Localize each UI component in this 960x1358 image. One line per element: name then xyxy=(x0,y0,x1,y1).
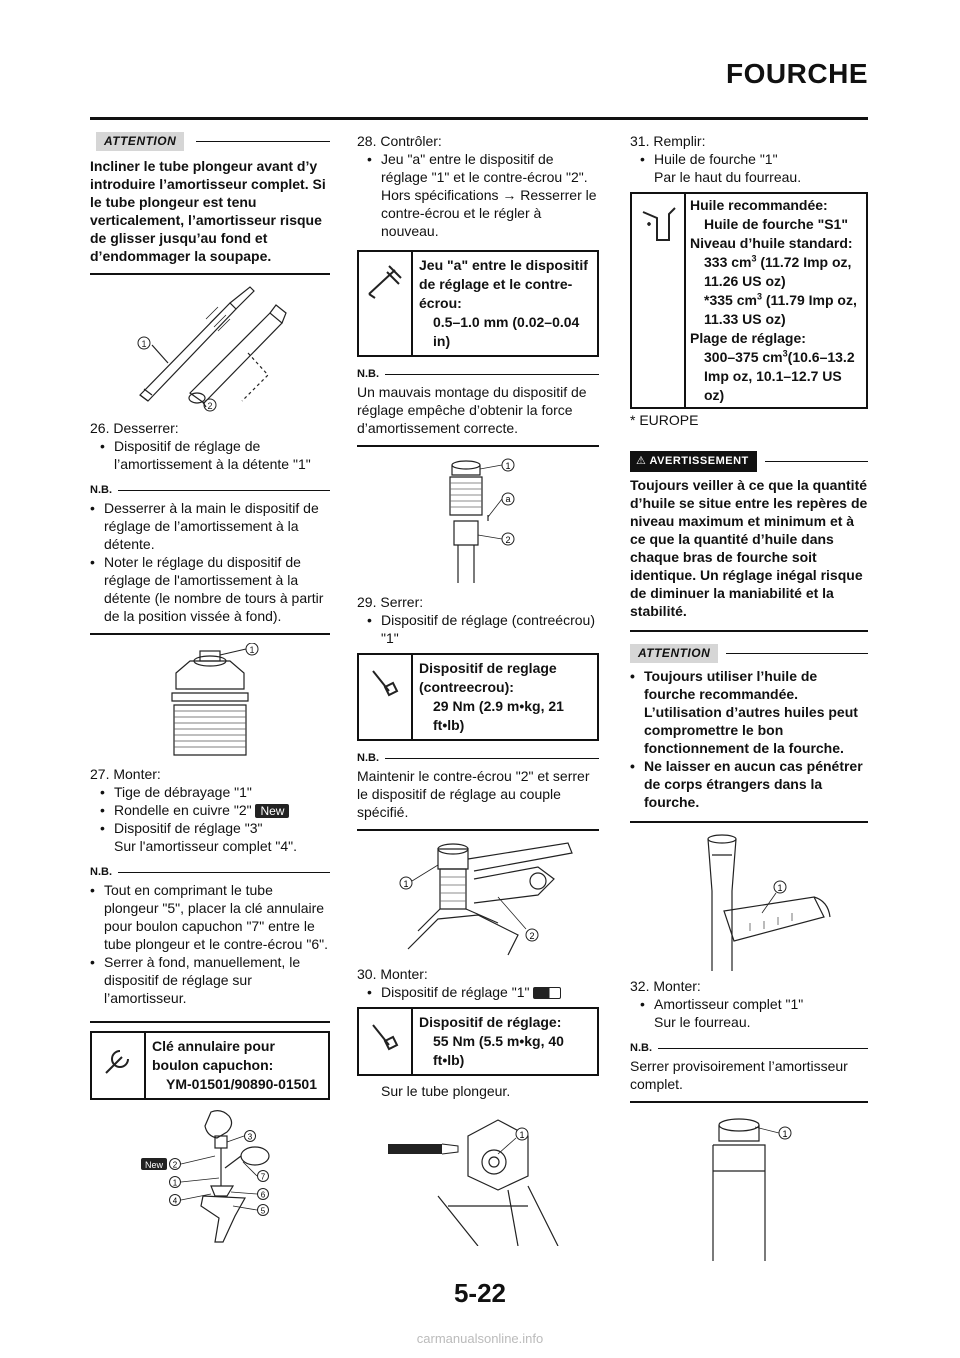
step-32-title: 32. Monter: xyxy=(630,978,701,994)
page-title: FOURCHE xyxy=(726,58,868,89)
spec-value: 0.5–1.0 mm (0.02–0.04 in) xyxy=(433,314,580,349)
svg-text:1: 1 xyxy=(505,461,511,471)
oil-spec-box xyxy=(630,192,868,409)
figure-adjuster-nut xyxy=(150,643,270,759)
svg-text:1: 1 xyxy=(172,1178,178,1188)
step-27-item: • Tige de débrayage "1" xyxy=(90,783,330,801)
tool-number: YM-01501/90890-01501 xyxy=(166,1076,318,1092)
wrench-icon xyxy=(92,1033,146,1098)
oil-range-value: 300–375 $cm^3(10.6-13.2$ Imp oz, 10.1–12.7 US oz) xyxy=(704,348,855,403)
warning-text: Toujours veiller à ce que la quantité d’huile se situe entre les repères de niveau maximum et minimum et à ce que la quantité d’huile dans chaque bras de fourche soit identique. Un réglage inégal risque de diminuer la maniabilité et la stabilité. xyxy=(630,477,868,619)
svg-text:2: 2 xyxy=(529,931,535,941)
nb-heading: N.B. xyxy=(90,481,330,499)
step-29-title: 29. Serrer: xyxy=(357,594,424,610)
step-31-item: • Huile de fourche "1" xyxy=(630,150,868,168)
nb-heading: N.B. xyxy=(90,863,330,881)
attention-text: Incliner le tube plongeur avant d’y introduire l’amortisseur complet. Si le tube plongeur est tenu verticalement, l’amortisseur risque de glisser jusqu’au fond et d’endommager la soupape. xyxy=(90,158,326,264)
oil-level-label: Niveau d’huile standard: xyxy=(690,235,853,251)
nb-item: • Serrer à fond, manuellement, le dispositif de réglage sur l’amortisseur. xyxy=(90,953,330,1007)
step-28-title: 28. Contrôler: xyxy=(357,133,442,149)
tool-box xyxy=(90,1031,330,1100)
svg-text:2: 2 xyxy=(505,535,511,545)
svg-text:1: 1 xyxy=(777,883,783,893)
attention-banner xyxy=(630,644,868,663)
svg-text:6: 6 xyxy=(260,1190,266,1200)
nb-text: Serrer provisoirement l’amortisseur complet. xyxy=(630,1058,848,1092)
step-27-item: • Rondelle en cuivre "2" New xyxy=(90,801,330,819)
step-31-sub: Par le haut du fourreau. xyxy=(654,169,802,185)
svg-text:a: a xyxy=(505,494,511,504)
column-2 xyxy=(357,132,599,1252)
step-29-item: • Dispositif de réglage (contreécrou) "1" xyxy=(357,611,599,647)
step-30-item: • Dispositif de réglage "1" xyxy=(357,983,599,1001)
step-30-sub: Sur le tube plongeur. xyxy=(381,1083,511,1099)
spec-box xyxy=(357,250,599,357)
watermark: carmanualsonline.info xyxy=(416,1331,544,1346)
nb-heading: N.B. xyxy=(357,749,599,767)
oil-level-value: 333 $cm^3$ (11.72 Imp oz, 11.26 US oz) xyxy=(704,253,852,289)
tool-name: Clé annulaire pour boulon capuchon: xyxy=(152,1038,275,1073)
step-28-sub: Hors spécifications → Resserrer le contre-écrou et le régler à nouveau. xyxy=(381,187,597,239)
footnote: * EUROPE xyxy=(630,412,699,428)
arrow-right-icon: → xyxy=(502,187,517,203)
header-rule xyxy=(90,117,868,120)
svg-text:1: 1 xyxy=(782,1129,788,1139)
step-27-sub: Sur l'amortisseur complet "4". xyxy=(114,838,298,854)
svg-text:3: 3 xyxy=(247,1132,253,1142)
nb-item: • Noter le réglage du dispositif de réglage de l'amortissement à la détente (le nombre de tours à partir de la position vissée à fond). xyxy=(90,553,330,625)
torque-box xyxy=(357,653,599,741)
figure-adjuster-gap xyxy=(418,455,538,585)
figure-shock-in-tube xyxy=(679,1111,819,1261)
step-28-item: • Jeu "a" entre le dispositif de réglage "1" et le contre-écrou "2". xyxy=(357,150,599,186)
svg-text:1: 1 xyxy=(519,1130,525,1140)
warning-tag: ⚠ AVERTISSEMENT xyxy=(630,451,757,472)
torque-label: Dispositif de réglage: xyxy=(419,1014,562,1030)
step-27-item: • Dispositif de réglage "3" xyxy=(90,819,330,837)
attention-tag: ATTENTION xyxy=(96,132,184,151)
step-26-item: • Dispositif de réglage de l’amortissement à la détente "1" xyxy=(90,437,330,473)
spec-label: Jeu "a" entre le dispositif de réglage et le contre-écrou: xyxy=(419,257,588,311)
torque-label: Dispositif de reglage (contreecrou): xyxy=(419,660,557,695)
torque-box xyxy=(357,1007,599,1076)
page-number: 5-22 xyxy=(453,1278,507,1308)
step-32-item: • Amortisseur complet "1" xyxy=(630,995,868,1013)
oil-rec-label: Huile recommandée: xyxy=(690,197,828,213)
fig-label: 2 xyxy=(207,401,213,411)
step-31-title: 31. Remplir: xyxy=(630,133,706,149)
fig-label: 1 xyxy=(141,339,147,349)
oil-can-icon xyxy=(632,194,686,407)
torque-wrench-icon xyxy=(359,1009,413,1074)
svg-text:2: 2 xyxy=(172,1160,178,1170)
nb-heading: N.B. xyxy=(357,365,599,383)
step-26-title: 26. Desserrer: xyxy=(90,420,179,436)
new-badge: New xyxy=(255,804,289,818)
figure-ring-wrench xyxy=(115,1106,305,1246)
attention-banner xyxy=(96,132,330,151)
column-3 xyxy=(630,132,868,1267)
torque-wrench-icon xyxy=(359,655,413,739)
oil-level-value-europe: *335 $cm^3$ (11.79 Imp oz, 11.33 US oz) xyxy=(704,291,857,327)
torque-value: 55 Nm (5.5 m•kg, 40 ft•lb) xyxy=(433,1033,564,1068)
warning-banner xyxy=(630,451,868,472)
fig-new-tag: New xyxy=(144,1160,164,1170)
svg-text:7: 7 xyxy=(260,1172,266,1182)
svg-text:5: 5 xyxy=(260,1206,266,1216)
oil-range-label: Plage de réglage: xyxy=(690,330,806,346)
figure-oil-fill xyxy=(664,831,834,971)
figure-locknut-wrench xyxy=(378,839,578,959)
warning-icon: ⚠ xyxy=(636,455,647,467)
column-1 xyxy=(90,132,330,1252)
step-30-title: 30. Monter: xyxy=(357,966,428,982)
nb-text: Maintenir le contre-écrou "2" et serrer le dispositif de réglage au couple spécifié. xyxy=(357,768,590,820)
step-32-sub: Sur le fourreau. xyxy=(654,1014,751,1030)
step-27-title: 27. Monter: xyxy=(90,766,161,782)
attention-tag: ATTENTION xyxy=(630,644,718,663)
nb-heading: N.B. xyxy=(630,1039,868,1057)
svg-text:1: 1 xyxy=(403,879,409,889)
figure-shock-insert xyxy=(130,283,290,413)
attention-item: • Toujours utiliser l’huile de fourche recommandée. L’utilisation d’autres huiles peut compromettre le bon fonctionnement de la fourche. xyxy=(630,667,868,757)
oil-rec-value: Huile de fourche "S1" xyxy=(704,216,848,232)
svg-text:4: 4 xyxy=(172,1196,178,1206)
attention-item: • Ne laisser en aucun cas pénétrer de corps étrangers dans la fourche. xyxy=(630,757,868,811)
nb-item: • Tout en comprimant le tube plongeur "5", placer la clé annulaire pour boulon capuchon "7" entre le tube plongeur et le contre-écrou "6". xyxy=(90,881,330,953)
figure-tube-install xyxy=(378,1106,578,1246)
fig-label: 1 xyxy=(249,645,255,655)
torque-value: 29 Nm (2.9 m•kg, 21 ft•lb) xyxy=(433,698,564,733)
nb-item: • Desserrer à la main le dispositif de réglage de l’amortissement à la détente. xyxy=(90,499,330,553)
nb-text: Un mauvais montage du dispositif de réglage empêche d’obtenir la force d’amortissement correcte. xyxy=(357,384,587,436)
tool-use-icon xyxy=(533,987,561,999)
measure-icon xyxy=(359,252,413,355)
